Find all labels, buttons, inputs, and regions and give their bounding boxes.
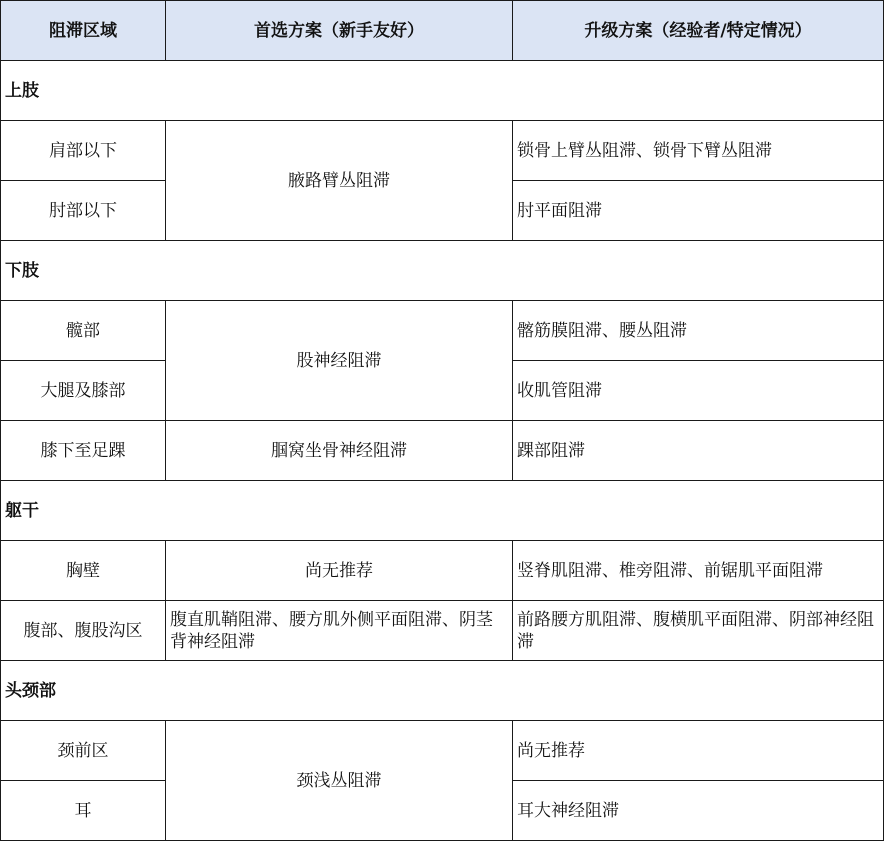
section-row xyxy=(1,481,884,541)
region-cell: 耳 xyxy=(1,781,166,841)
upgrade-cell: 竖脊肌阻滞、椎旁阻滞、前锯肌平面阻滞 xyxy=(513,541,884,601)
region-cell: 颈前区 xyxy=(1,721,166,781)
header-primary: 首选方案（新手友好） xyxy=(166,1,513,61)
table-row xyxy=(1,721,884,781)
primary-cell: 腘窝坐骨神经阻滞 xyxy=(166,421,513,481)
header-region: 阻滞区域 xyxy=(1,1,166,61)
table-row xyxy=(1,601,884,661)
primary-cell: 腋路臂丛阻滞 xyxy=(166,121,513,241)
region-cell: 胸壁 xyxy=(1,541,166,601)
section-title-lower-limb: 下肢 xyxy=(1,241,884,301)
table-row xyxy=(1,421,884,481)
region-cell: 膝下至足踝 xyxy=(1,421,166,481)
header-upgrade: 升级方案（经验者/特定情况） xyxy=(513,1,884,61)
primary-cell: 腹直肌鞘阻滞、腰方肌外侧平面阻滞、阴茎背神经阻滞 xyxy=(166,601,513,661)
region-cell: 腹部、腹股沟区 xyxy=(1,601,166,661)
section-row xyxy=(1,241,884,301)
table-row xyxy=(1,541,884,601)
region-cell: 肘部以下 xyxy=(1,181,166,241)
region-cell: 髋部 xyxy=(1,301,166,361)
section-title-upper-limb: 上肢 xyxy=(1,61,884,121)
upgrade-cell: 尚无推荐 xyxy=(513,721,884,781)
section-title-trunk: 躯干 xyxy=(1,481,884,541)
upgrade-cell: 肘平面阻滞 xyxy=(513,181,884,241)
upgrade-cell: 前路腰方肌阻滞、腹横肌平面阻滞、阴部神经阻滞 xyxy=(513,601,884,661)
table-row xyxy=(1,301,884,361)
upgrade-cell: 髂筋膜阻滞、腰丛阻滞 xyxy=(513,301,884,361)
header-row xyxy=(1,1,884,61)
primary-cell: 股神经阻滞 xyxy=(166,301,513,421)
upgrade-cell: 锁骨上臂丛阻滞、锁骨下臂丛阻滞 xyxy=(513,121,884,181)
upgrade-cell: 收肌管阻滞 xyxy=(513,361,884,421)
table-body xyxy=(1,61,884,841)
primary-cell: 颈浅丛阻滞 xyxy=(166,721,513,841)
section-row xyxy=(1,61,884,121)
section-title-head-neck: 头颈部 xyxy=(1,661,884,721)
upgrade-cell: 耳大神经阻滞 xyxy=(513,781,884,841)
primary-cell: 尚无推荐 xyxy=(166,541,513,601)
upgrade-cell: 踝部阻滞 xyxy=(513,421,884,481)
region-cell: 大腿及膝部 xyxy=(1,361,166,421)
section-row xyxy=(1,661,884,721)
region-cell: 肩部以下 xyxy=(1,121,166,181)
table-row xyxy=(1,121,884,181)
table-header xyxy=(1,1,884,61)
